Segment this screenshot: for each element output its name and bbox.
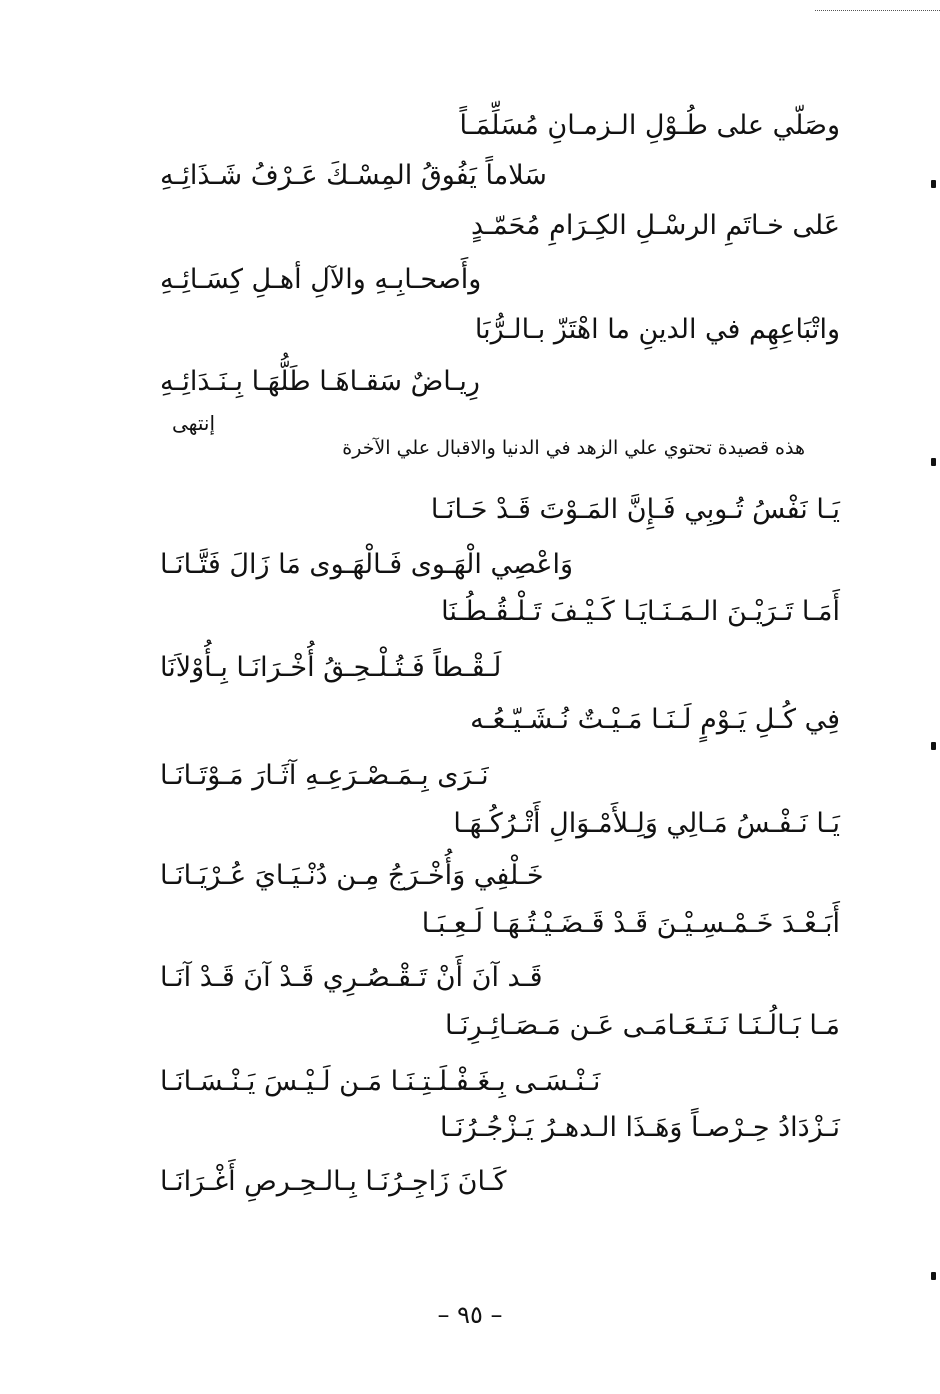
page-number: – ٩٥ – (437, 1301, 503, 1329)
verse-line: واتْبَاعِهِم في الدينِ ما اهْتَزّ بـالـرُّبَا (474, 314, 840, 345)
verse-line: يَـا نَفْسُ تُـوبِي فَـإِنَّ المَـوْتَ قَـدْ حَـانَـا (430, 494, 840, 525)
margin-mark (931, 742, 936, 750)
verse-line: وَاعْصِي الْهَـوى فَـالْهَـوى مَا زَالَ فَتَّـانَـا (160, 549, 574, 580)
verse-line: رِيـاضٌ سَقـاهَـا طَلُّهَـا بِـنَـدَائِـهِ (160, 366, 480, 397)
verse-line: نَـرَى بِـمَـصْـرَعِـهِ آثَـارَ مَـوْتَـانَـا (160, 760, 489, 791)
verse-line: عَلى خـاتَمِ الرسْـلِ الكِـرَامِ مُحَمّـدٍ (470, 210, 840, 241)
verse-line: أَبَـعْـدَ خَـمْـسِـيْـنَ قَـدْ قَـضَـيْـتُـهَـا لَـعِـبَـا (421, 908, 840, 939)
verse-line: قَـد آنَ أَنْ تَـقْـصُـرِي قَـدْ آنَ قَـدْ آنَـا (160, 962, 543, 993)
verse-line: لَـقْـطاً فَـتُـلْـحِـقُ أُخْـرَانَـا بِـأُوْلاَنَا (160, 652, 502, 683)
verse-line: كَـانَ زَاجِـرُنَـا بِـالـحِـرصِ أَغْـرَانَـا (160, 1166, 507, 1197)
verse-line: خَـلْفِي وَأُخْـرَجُ مِـن دُنْـيَـايَ عُـرْيَـانَـا (160, 860, 544, 891)
margin-mark (931, 458, 936, 466)
verse-line: أَمَـا تَـرَيْـنَ الـمَـنَـايَـا كَـيْـفَ تَـلْـقُـطُـنَا (441, 596, 840, 627)
verse-line: نَـزْدَادُ حِـرْصـاً وَهَـذَا الـدهـرُ يَـزْجُـرُنَـا (440, 1112, 840, 1143)
end-word: إنتهى (172, 411, 216, 435)
margin-mark (931, 1272, 936, 1280)
margin-mark (931, 180, 936, 188)
poem-heading: هذه قصيدة تحتوي علي الزهد في الدنيا والاقبال علي الآخرة (342, 437, 805, 459)
verse-line: مَـا بَـالُـنَـا نَـتَـعَـامَـى عَـن مَـصَـائِـرِنَـا (445, 1010, 840, 1041)
verse-line: يَـا نَـفْـسُ مَـالِي وَلِـلأَمْـوَالِ أَتْـرُكُـهَـا (453, 808, 840, 839)
verse-line: سَلاماً يَفُوقُ المِسْـكَ عَـرْفُ شَـذَائِـهِ (160, 160, 547, 191)
top-rule (815, 10, 940, 11)
verse-line: وأَصحـابِـهِ والآلِ أهـلِ كِسَـائِـهِ (160, 264, 482, 295)
verse-line: فِي كُـلِ يَـوْمٍ لَـنَـا مَـيْـتٌ نُـشَـيّـعُـه (470, 704, 840, 735)
verse-line: وصَلّي على طُـوْلِ الـزمـانِ مُسَلِّمَـاً (459, 110, 840, 141)
verse-line: نَـنْـسَـى بِـغَـفْـلَـتِـنَـا مَـن لَـيْـسَ يَـنْـسَـانَـا (160, 1066, 601, 1097)
